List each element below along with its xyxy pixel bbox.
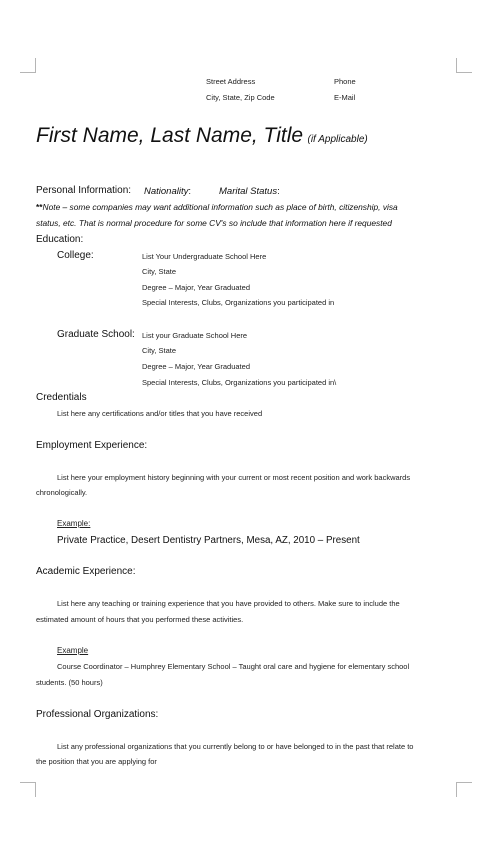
education-heading: Education: xyxy=(36,234,84,245)
name-title-main: First Name, Last Name, Title xyxy=(36,124,304,147)
marital-status-field xyxy=(219,186,280,197)
employment-heading: Employment Experience: xyxy=(36,440,148,451)
city-state-zip: City, State, Zip Code xyxy=(206,93,275,102)
employment-example-text: Private Practice, Desert Dentistry Partners, Mesa, AZ, 2010 – Present xyxy=(57,535,360,546)
college-label: College: xyxy=(57,250,94,261)
employment-line-1: List here your employment history beginning with your current or most recent position and work backwards xyxy=(57,473,411,482)
note-stars: ** xyxy=(36,202,43,212)
academic-example-label: Example xyxy=(57,646,89,655)
personal-note xyxy=(36,202,398,212)
grad-line: List your Graduate School Here xyxy=(142,331,248,340)
college-line: City, State xyxy=(142,267,177,276)
employment-line-2: chronologically. xyxy=(36,488,88,497)
professional-line-2: the position that you are applying for xyxy=(36,757,157,766)
name-title-suffix: (if Applicable) xyxy=(307,134,368,145)
phone: Phone xyxy=(334,77,356,86)
credentials-text: List here any certifications and/or titles that you have received xyxy=(57,409,263,418)
professional-heading: Professional Organizations: xyxy=(36,709,159,720)
college-line: Special Interests, Clubs, Organizations you participated in xyxy=(142,298,335,307)
nationality-field xyxy=(144,186,191,197)
marital-colon: : xyxy=(277,186,280,197)
marital-status-label: Marital Status xyxy=(219,186,278,197)
nationality-label: Nationality xyxy=(144,186,189,197)
academic-heading: Academic Experience: xyxy=(36,566,136,577)
page-title xyxy=(36,124,368,148)
note-line-1: Note – some companies may want additional information such as place of birth, citizenship, visa xyxy=(42,202,398,212)
personal-info-label: Personal Information: xyxy=(36,185,132,196)
professional-line-1: List any professional organizations that you currently belong to or have belonged to in the past that relate to xyxy=(57,742,414,751)
grad-line: Degree – Major, Year Graduated xyxy=(142,362,250,371)
academic-line-2: estimated amount of hours that you performed these activities. xyxy=(36,615,244,624)
email: E-Mail xyxy=(334,93,356,102)
nationality-colon: : xyxy=(188,186,191,197)
employment-example-label: Example: xyxy=(57,519,91,528)
college-line: List Your Undergraduate School Here xyxy=(142,252,267,261)
academic-example-line-1: Course Coordinator – Humphrey Elementary School – Taught oral care and hygiene for elementary school xyxy=(57,662,410,671)
graduate-school-label: Graduate School: xyxy=(57,329,135,340)
grad-line: Special Interests, Clubs, Organizations you participated in\ xyxy=(142,378,337,387)
credentials-heading: Credentials xyxy=(36,392,87,403)
grad-line: City, State xyxy=(142,346,177,355)
street-address: Street Address xyxy=(206,77,256,86)
academic-line-1: List here any teaching or training experience that you have provided to others. Make sure to include the xyxy=(57,599,400,608)
note-line-2: status, etc. That is normal procedure for some CV's so include that information here if requested xyxy=(36,218,392,228)
academic-example-line-2: students. (50 hours) xyxy=(36,678,103,687)
college-line: Degree – Major, Year Graduated xyxy=(142,283,250,292)
